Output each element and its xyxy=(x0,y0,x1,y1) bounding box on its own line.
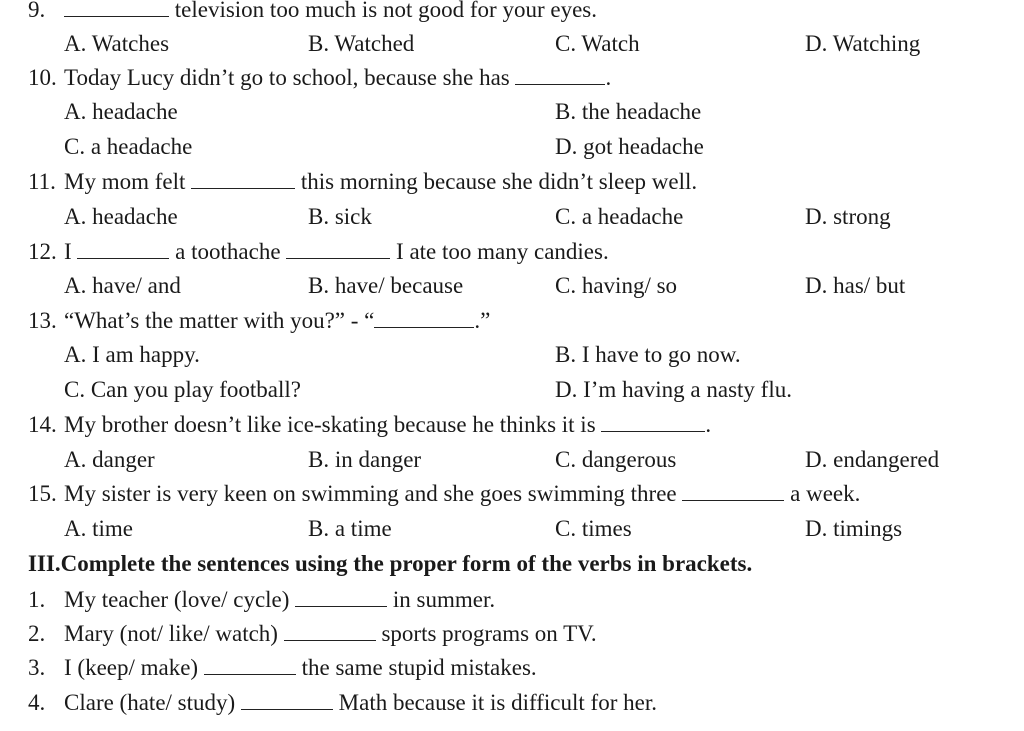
option-d[interactable]: D. I’m having a nasty flu. xyxy=(555,377,792,402)
question-13 xyxy=(0,304,1024,338)
stem-text: My mom felt xyxy=(64,169,186,194)
question-number: 10. xyxy=(28,65,57,90)
option-d[interactable]: D. got headache xyxy=(555,134,704,159)
answer-blank[interactable] xyxy=(601,411,705,432)
stem-text: My sister is very keen on swimming and she goes swimming three xyxy=(64,481,677,506)
option-b[interactable]: B. the headache xyxy=(555,99,702,124)
option-a[interactable]: A. headache xyxy=(64,204,178,229)
answer-blank-1[interactable] xyxy=(77,238,169,259)
stem-end: I ate too many candies. xyxy=(396,239,609,264)
sentence-3 xyxy=(0,651,1024,685)
stem-end: . xyxy=(705,412,712,437)
answer-blank[interactable] xyxy=(515,64,605,85)
sentence-end: the same stupid mistakes. xyxy=(301,655,537,680)
stem-end: .” xyxy=(474,308,491,333)
stem-end: a week. xyxy=(790,481,861,506)
answer-blank[interactable] xyxy=(374,307,474,328)
answer-blank[interactable] xyxy=(241,689,333,710)
question-stem xyxy=(64,408,711,442)
option-a[interactable]: A. danger xyxy=(64,447,155,472)
option-b[interactable]: B. in danger xyxy=(308,447,422,472)
question-12 xyxy=(0,235,1024,269)
sentence-number: 4. xyxy=(28,690,46,715)
option-c[interactable]: C. having/ so xyxy=(555,273,678,298)
sentence-number: 1. xyxy=(28,587,46,612)
sentence-end: sports programs on TV. xyxy=(381,621,597,646)
option-c[interactable]: C. times xyxy=(555,516,632,541)
verb-prompt: Mary (not/ like/ watch) xyxy=(64,621,278,646)
answer-blank[interactable] xyxy=(191,168,295,189)
stem-middle: a toothache xyxy=(175,239,281,264)
question-10 xyxy=(0,61,1024,95)
verb-prompt: My teacher (love/ cycle) xyxy=(64,587,290,612)
verb-prompt: Clare (hate/ study) xyxy=(64,690,236,715)
sentence-number: 2. xyxy=(28,621,46,646)
question-number: 9. xyxy=(28,0,46,22)
stem-text: television too much is not good for your eyes. xyxy=(174,0,597,22)
section-heading: III.Complete the sentences using the proper form of the verbs in brackets. xyxy=(28,551,753,576)
options-11 xyxy=(0,200,1024,234)
options-13 xyxy=(0,338,1024,372)
options-9 xyxy=(0,27,1024,61)
question-15 xyxy=(0,477,1024,511)
sentence-text xyxy=(64,651,537,685)
options-12 xyxy=(0,269,1024,303)
option-a[interactable]: A. Watches xyxy=(64,31,170,56)
sentence-end: Math because it is difficult for her. xyxy=(338,690,657,715)
stem-text: I xyxy=(64,239,72,264)
option-d[interactable]: D. endangered xyxy=(805,447,940,472)
option-b[interactable]: B. have/ because xyxy=(308,273,464,298)
stem-end: this morning because she didn’t sleep well. xyxy=(300,169,698,194)
question-number: 12. xyxy=(28,239,57,264)
question-number: 13. xyxy=(28,308,57,333)
answer-blank[interactable] xyxy=(64,0,169,17)
option-c[interactable]: C. a headache xyxy=(64,134,193,159)
options-13-row2 xyxy=(0,373,1024,407)
question-number: 11. xyxy=(28,169,56,194)
question-number: 14. xyxy=(28,412,57,437)
options-15 xyxy=(0,512,1024,546)
question-stem xyxy=(64,165,697,199)
sentence-1 xyxy=(0,583,1024,617)
stem-end: . xyxy=(605,65,612,90)
sentence-text xyxy=(64,617,597,651)
option-b[interactable]: B. a time xyxy=(308,516,392,541)
sentence-2 xyxy=(0,617,1024,651)
options-10 xyxy=(0,95,1024,129)
question-11 xyxy=(0,165,1024,199)
option-d[interactable]: D. Watching xyxy=(805,31,921,56)
question-stem xyxy=(64,0,597,27)
option-b[interactable]: B. sick xyxy=(308,204,372,229)
verb-prompt: I (keep/ make) xyxy=(64,655,199,680)
stem-text: Today Lucy didn’t go to school, because she has xyxy=(64,65,510,90)
answer-blank[interactable] xyxy=(284,620,376,641)
option-a[interactable]: A. have/ and xyxy=(64,273,181,298)
sentence-number: 3. xyxy=(28,655,46,680)
option-c[interactable]: C. dangerous xyxy=(555,447,677,472)
option-b[interactable]: B. I have to go now. xyxy=(555,342,741,367)
section-3 xyxy=(0,547,1024,581)
sentence-text xyxy=(64,583,495,617)
options-14 xyxy=(0,443,1024,477)
option-d[interactable]: D. timings xyxy=(805,516,903,541)
question-stem xyxy=(64,304,490,338)
option-a[interactable]: A. I am happy. xyxy=(64,342,200,367)
option-c[interactable]: C. Can you play football? xyxy=(64,377,301,402)
sentence-end: in summer. xyxy=(392,587,496,612)
question-stem xyxy=(64,235,609,269)
option-a[interactable]: A. headache xyxy=(64,99,178,124)
answer-blank-2[interactable] xyxy=(286,238,390,259)
option-c[interactable]: C. Watch xyxy=(555,31,640,56)
stem-text: “What’s the matter with you?” - “ xyxy=(64,308,375,333)
sentence-4 xyxy=(0,686,1024,720)
answer-blank[interactable] xyxy=(295,586,387,607)
sentence-text xyxy=(64,686,657,720)
option-c[interactable]: C. a headache xyxy=(555,204,684,229)
options-10-row2 xyxy=(0,130,1024,164)
question-14 xyxy=(0,408,1024,442)
question-stem xyxy=(64,61,611,95)
answer-blank[interactable] xyxy=(682,480,784,501)
option-d[interactable]: D. has/ but xyxy=(805,273,906,298)
question-9 xyxy=(0,0,1024,27)
question-stem xyxy=(64,477,860,511)
option-a[interactable]: A. time xyxy=(64,516,133,541)
option-b[interactable]: B. Watched xyxy=(308,31,415,56)
answer-blank[interactable] xyxy=(204,654,296,675)
option-d[interactable]: D. strong xyxy=(805,204,891,229)
question-number: 15. xyxy=(28,481,57,506)
stem-text: My brother doesn’t like ice-skating because he thinks it is xyxy=(64,412,596,437)
